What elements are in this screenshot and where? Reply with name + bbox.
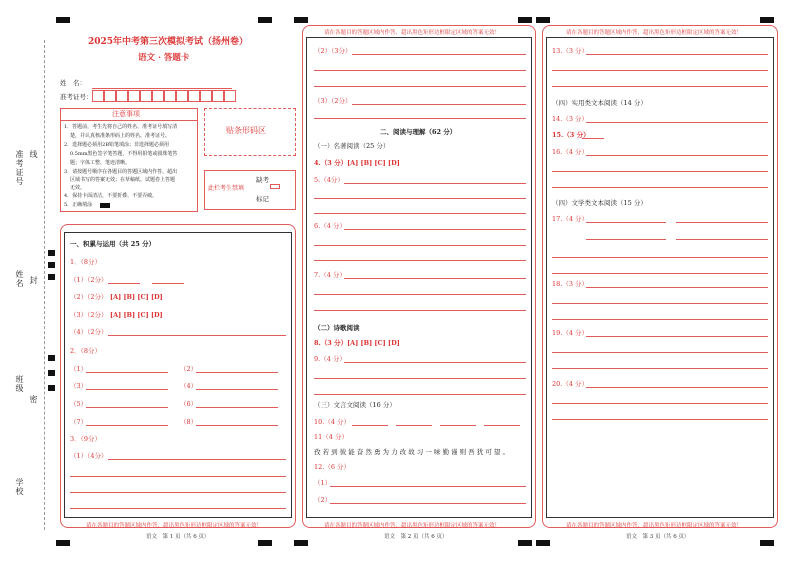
sub-section-title: （一）名著阅读（25 分）: [314, 142, 390, 150]
side-school: 学校: [15, 478, 24, 496]
question-label: （2）（3分）: [314, 47, 352, 55]
question-label: 17.（4 分）: [552, 215, 589, 223]
answer-line[interactable]: [330, 503, 526, 504]
notice-item: 3．请按题号顺序在各题目的答题区域内作答，超出: [64, 169, 178, 175]
answer-line[interactable]: [552, 403, 768, 404]
sub-section-title: （三）文言文阅读（16 分）: [314, 401, 396, 409]
answer-line[interactable]: [86, 389, 168, 390]
alignment-mark: [536, 540, 550, 546]
side-mark: [48, 274, 55, 280]
absent-label: 此栏考生禁填: [208, 185, 245, 192]
exam-id-cell[interactable]: [104, 90, 116, 102]
question-label: 9.（4 分）: [314, 355, 346, 363]
sub-label: （1）: [314, 479, 332, 487]
answer-line[interactable]: [344, 183, 526, 184]
answer-line[interactable]: [314, 118, 526, 119]
answer-line[interactable]: [314, 86, 526, 87]
sub-label: （5）: [70, 400, 88, 408]
side-mark: [48, 385, 55, 391]
exam-id-label: 准考证号：: [60, 93, 93, 101]
question-label: 18.（3 分）: [552, 280, 589, 288]
boundary-warning: 请在各题目的答题区域内作答，超出黑色矩形边框限定区域的答案无效！: [324, 523, 501, 529]
absent-lack: 缺考: [256, 176, 269, 184]
exam-id-cell[interactable]: [224, 90, 236, 102]
question-label: 13.（3 分）: [552, 47, 589, 55]
answer-line[interactable]: [86, 407, 168, 408]
page-title: 2025年中考第三次模拟考试（扬州卷）: [88, 37, 249, 47]
answer-line[interactable]: [552, 257, 768, 258]
answer-line[interactable]: [552, 273, 768, 274]
question-label: 2．（8分）: [70, 347, 102, 355]
question-label: （2）（2分）: [70, 293, 108, 301]
exam-id-cell[interactable]: [164, 90, 176, 102]
classical-sentence: 孜 若 到 彼 能 奋 然 勇 为 力 改 故 习 一 味 勤 谨 则 吾 犹 可 望 。: [314, 448, 509, 456]
exam-id-cell[interactable]: [92, 90, 104, 102]
notice-item: 楚，并认真核准条形码上的姓名、准考证号。: [70, 133, 171, 139]
answer-line[interactable]: [196, 407, 278, 408]
boundary-warning: 请在各题目的答题区域内作答，超出黑色矩形边框限定区域的答案无效！: [324, 30, 501, 36]
alignment-mark: [518, 17, 532, 23]
sub-label: （6）: [180, 400, 198, 408]
page-footer: 语文 第 1 页（共 6 页）: [146, 534, 210, 540]
answer-line[interactable]: [552, 352, 768, 353]
answer-line[interactable]: [344, 229, 526, 230]
answer-line[interactable]: [344, 278, 526, 279]
notice-item: 5．正确填涂: [64, 202, 93, 208]
answer-line[interactable]: [314, 294, 526, 295]
name-label: 姓 名：: [60, 79, 86, 87]
side-line: 线: [29, 150, 38, 159]
answer-line[interactable]: [552, 187, 768, 188]
absent-mark: 标记: [256, 195, 269, 203]
side-mark: [48, 370, 55, 376]
notice-item: 4．保持卡面清洁，不要折叠、不要弄破。: [64, 193, 158, 199]
sub-section-title: （四）实用类文本阅读（14 分）: [552, 99, 647, 107]
answer-line[interactable]: [586, 287, 768, 288]
exam-id-cell[interactable]: [116, 90, 128, 102]
side-seal: 封: [29, 276, 38, 285]
choice-bubbles[interactable]: [A] [B] [C] [D]: [110, 311, 163, 319]
answer-line[interactable]: [586, 222, 666, 223]
sub-section-title: （二）诗歌阅读: [314, 324, 360, 332]
sub-label: （1）: [70, 365, 88, 373]
exam-id-cell[interactable]: [200, 90, 212, 102]
question-label: （1）（4分）: [70, 452, 108, 460]
alignment-mark: [760, 17, 774, 23]
question-label: 4.（3 分）[A] [B] [C] [D]: [314, 159, 400, 167]
exam-id-cell[interactable]: [152, 90, 164, 102]
side-mark: [48, 250, 55, 256]
answer-line[interactable]: [86, 425, 168, 426]
side-class: 班级: [15, 375, 24, 393]
boundary-warning: 请在各题目的答题区域内作答，超出黑色矩形边框限定区域的答案无效！: [566, 523, 743, 529]
question-label: 19.（4 分）: [552, 329, 589, 337]
question-label: 1．（8分）: [70, 258, 102, 266]
exam-id-cell[interactable]: [176, 90, 188, 102]
answer-line[interactable]: [314, 70, 526, 71]
name-field[interactable]: [92, 88, 232, 89]
sub-label: （8）: [180, 418, 198, 426]
side-name: 姓名: [15, 270, 24, 288]
question-label: （1）（2分）: [70, 276, 108, 284]
side-secret: 密: [29, 395, 38, 404]
notice-item: 题；字体工整、笔迹清晰。: [70, 160, 131, 166]
section-title: 一、积累与运用（共 25 分）: [70, 240, 156, 248]
answer-zone: [546, 37, 774, 518]
alignment-mark: [518, 540, 532, 546]
answer-line[interactable]: [314, 394, 526, 395]
answer-line[interactable]: [440, 425, 476, 426]
exam-id-cell[interactable]: [128, 90, 140, 102]
answer-line[interactable]: [586, 54, 768, 55]
alignment-mark: [56, 17, 70, 23]
question-label: 8.（3 分）[A] [B] [C] [D]: [314, 339, 400, 347]
question-label: 14.（3 分）: [552, 115, 589, 123]
question-label: 7.（4 分）: [314, 271, 346, 279]
notice-divider: [60, 120, 198, 121]
answer-line[interactable]: [152, 283, 184, 284]
alignment-mark: [294, 540, 308, 546]
notice-item: 2．选择题必须用2B铅笔填涂；非选择题必须用: [64, 142, 170, 148]
answer-line[interactable]: [108, 283, 140, 284]
answer-line[interactable]: [314, 310, 526, 311]
answer-line[interactable]: [586, 155, 768, 156]
sub-label: （3）: [70, 382, 88, 390]
answer-line[interactable]: [352, 104, 526, 105]
exam-id-cell[interactable]: [212, 90, 224, 102]
notice-item: 0.5mm黑色签字笔答题，不得用铅笔或圆珠笔答: [70, 151, 178, 157]
alignment-mark: [760, 540, 774, 546]
binding-line: [44, 40, 45, 530]
alignment-mark: [536, 17, 550, 23]
alignment-mark: [294, 17, 308, 23]
answer-line[interactable]: [552, 419, 768, 420]
question-label: 10.（4 分）: [314, 418, 351, 426]
answer-line[interactable]: [196, 389, 278, 390]
answer-line[interactable]: [552, 319, 768, 320]
answer-line[interactable]: [676, 222, 768, 223]
sub-label: （2）: [180, 365, 198, 373]
question-label: （4）（2分）: [70, 328, 108, 336]
question-label: （3）（2分）: [70, 311, 108, 319]
alignment-mark: [258, 540, 272, 546]
answer-line[interactable]: [314, 213, 526, 214]
answer-line[interactable]: [70, 508, 286, 509]
answer-line[interactable]: [196, 372, 278, 373]
answer-line[interactable]: [344, 362, 526, 363]
question-label: 16.（4 分）: [552, 148, 589, 156]
answer-line[interactable]: [396, 425, 432, 426]
question-label: 6.（4 分）: [314, 222, 346, 230]
question-label: （3）（2分）: [314, 97, 352, 105]
exam-id-cell[interactable]: [188, 90, 200, 102]
answer-line[interactable]: [586, 122, 768, 123]
notice-title: 注意事项: [112, 110, 140, 118]
answer-line[interactable]: [314, 260, 526, 261]
sub-label: （7）: [70, 418, 88, 426]
question-label: 20.（4 分）: [552, 380, 589, 388]
page-footer: 语文 第 2 页（共 6 页）: [384, 534, 448, 540]
answer-line[interactable]: [70, 492, 286, 493]
answer-line[interactable]: [552, 171, 768, 172]
answer-line[interactable]: [676, 239, 768, 240]
section-title: 二、阅读与理解（62 分）: [380, 128, 457, 136]
answer-line[interactable]: [586, 387, 768, 388]
page-subtitle: 语文 · 答题卡: [138, 53, 190, 63]
barcode-label: 贴条形码区: [226, 126, 266, 135]
alignment-mark: [56, 540, 70, 546]
answer-line[interactable]: [196, 425, 278, 426]
answer-line[interactable]: [314, 198, 526, 199]
answer-line[interactable]: [484, 425, 520, 426]
answer-line[interactable]: [108, 459, 286, 460]
question-label: 11（4 分）: [314, 433, 348, 441]
answer-line[interactable]: [552, 70, 768, 71]
answer-line[interactable]: [330, 486, 526, 487]
absent-checkbox[interactable]: [270, 184, 280, 189]
answer-line[interactable]: [552, 86, 768, 87]
answer-line[interactable]: [586, 336, 768, 337]
question-label: 15.（3 分）: [552, 131, 590, 139]
side-mark: [48, 355, 55, 361]
sub-section-title: （四）文学类文本阅读（15 分）: [552, 199, 647, 207]
answer-line[interactable]: [70, 476, 286, 477]
notice-item: 1．答题前，考生先将自己的姓名、准考证号填写清: [64, 124, 178, 130]
answer-line[interactable]: [586, 239, 666, 240]
answer-line[interactable]: [552, 368, 768, 369]
filled-bubble-example: [100, 203, 110, 208]
question-label: 5.（4分）: [314, 176, 344, 184]
answer-line[interactable]: [108, 335, 286, 336]
answer-line[interactable]: [582, 138, 604, 139]
answer-line[interactable]: [314, 245, 526, 246]
boundary-warning: 请在各题目的答题区域内作答，超出黑色矩形边框限定区域的答案无效！: [86, 523, 263, 529]
side-exam-id: 准考证号: [15, 150, 24, 186]
answer-line[interactable]: [352, 425, 388, 426]
boundary-warning: 请在各题目的答题区域内作答，超出黑色矩形边框限定区域的答案无效！: [566, 30, 743, 36]
answer-line[interactable]: [314, 378, 526, 379]
answer-line[interactable]: [552, 303, 768, 304]
alignment-mark: [258, 17, 272, 23]
answer-line[interactable]: [352, 54, 526, 55]
choice-bubbles[interactable]: [A] [B] [C] [D]: [110, 293, 163, 301]
notice-item: 区域书写的答案无效；在草稿纸、试题卷上答题: [70, 177, 176, 183]
question-label: 3．（9分）: [70, 435, 102, 443]
page-footer: 语文 第 3 页（共 6 页）: [626, 534, 690, 540]
question-label: 12.（6 分）: [314, 463, 351, 471]
notice-item: 无效。: [70, 185, 86, 191]
side-mark: [48, 262, 55, 268]
answer-line[interactable]: [86, 372, 168, 373]
exam-id-cell[interactable]: [140, 90, 152, 102]
sub-label: （4）: [180, 382, 198, 390]
sub-label: （2）: [314, 496, 332, 504]
